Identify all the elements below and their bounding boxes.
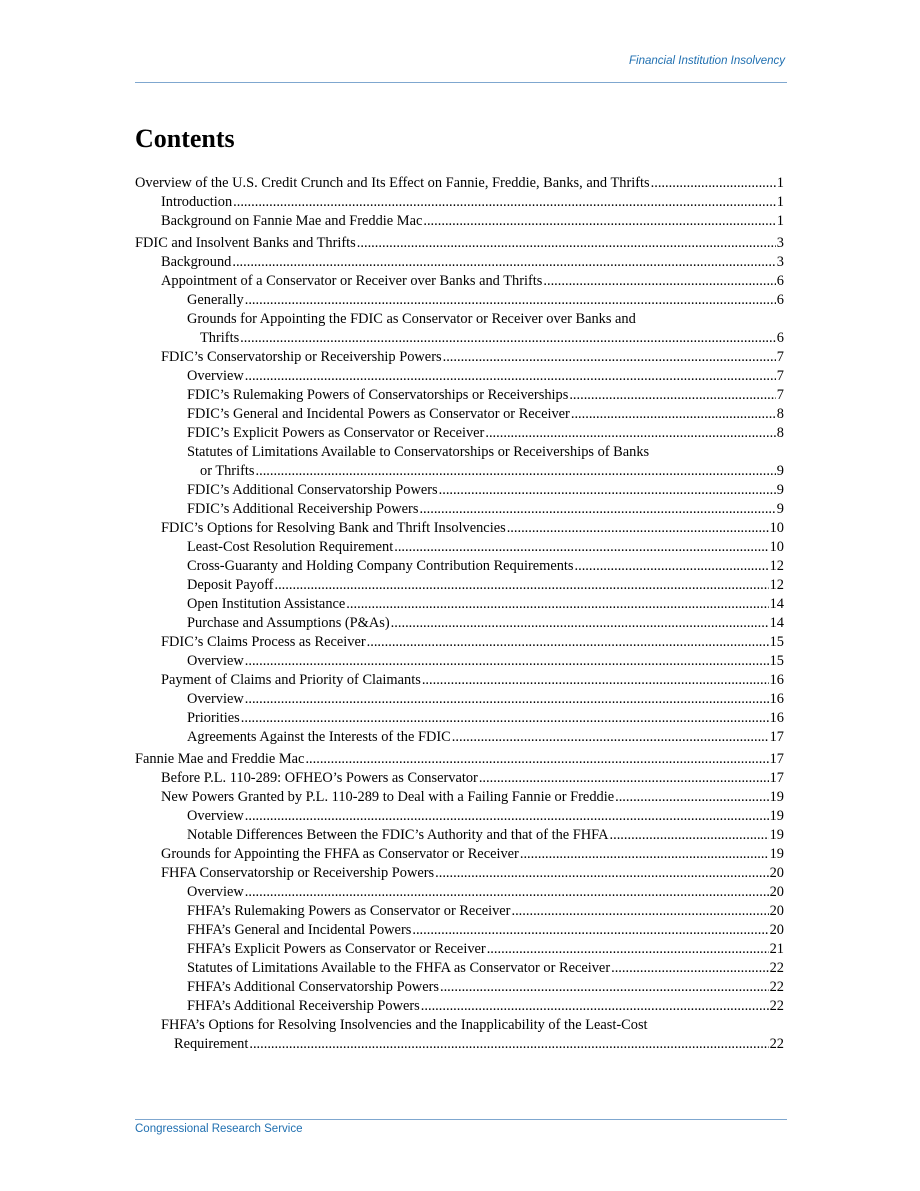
toc-entry-title: Overview: [187, 368, 244, 384]
toc-dot-leader: [412, 921, 768, 940]
toc-entry-title: FHFA Conservatorship or Receivership Powers: [161, 865, 435, 881]
toc-page-number: 9: [776, 501, 784, 517]
toc-dot-leader: [485, 424, 775, 443]
toc-entry[interactable]: [135, 272, 784, 291]
toc-page-number: 14: [769, 615, 784, 631]
toc-page-number: 12: [769, 558, 784, 574]
toc-entry[interactable]: [135, 883, 784, 902]
toc-page-number: 7: [776, 368, 784, 384]
toc-entry-title: FDIC’s General and Incidental Powers as Conservator or Receiver: [187, 406, 570, 422]
toc-entry[interactable]: [135, 902, 784, 921]
toc-page-number: 15: [769, 653, 784, 669]
toc-dot-leader: [346, 595, 768, 614]
toc-page-number: 22: [769, 998, 784, 1014]
toc-entry-title: Introduction: [161, 194, 233, 210]
toc-entry-title: Background on Fannie Mae and Freddie Mac: [161, 213, 423, 229]
toc-dot-leader: [394, 538, 768, 557]
toc-page-number: 19: [769, 808, 784, 824]
toc-entry-title: FHFA’s Additional Conservatorship Powers: [187, 979, 439, 995]
toc-dot-leader: [367, 633, 769, 652]
toc-dot-leader: [245, 883, 769, 902]
toc-entry[interactable]: [135, 329, 784, 348]
header-divider: [135, 82, 787, 83]
toc-entry[interactable]: [135, 614, 784, 633]
toc-entry-title: Open Institution Assistance: [187, 596, 346, 612]
toc-page-number: 17: [769, 729, 784, 745]
toc-page-number: 8: [776, 425, 784, 441]
toc-entry[interactable]: [135, 253, 784, 272]
toc-dot-leader: [651, 174, 776, 193]
toc-page-number: 7: [776, 349, 784, 365]
toc-entry-title: Cross-Guaranty and Holding Company Contribution Requirements: [187, 558, 574, 574]
toc-entry[interactable]: [135, 386, 784, 405]
toc-page-number: 19: [769, 827, 784, 843]
toc-dot-leader: [511, 902, 768, 921]
toc-entry-title: New Powers Granted by P.L. 110-289 to Deal with a Failing Fannie or Freddie: [161, 789, 615, 805]
toc-entry-title: Grounds for Appointing the FHFA as Conservator or Receiver: [161, 846, 519, 862]
toc-page-number: 3: [776, 235, 784, 251]
toc-entry[interactable]: [135, 174, 784, 193]
toc-page-number: 10: [769, 539, 784, 555]
table-of-contents: [135, 174, 784, 1054]
toc-page-number: 15: [769, 634, 784, 650]
toc-page-number: 19: [769, 846, 784, 862]
toc-entry[interactable]: [135, 500, 784, 519]
toc-dot-leader: [575, 557, 769, 576]
footer-text: Congressional Research Service: [135, 1123, 303, 1135]
toc-entry[interactable]: [135, 348, 784, 367]
toc-dot-leader: [256, 462, 776, 481]
toc-entry-title: Deposit Payoff: [187, 577, 274, 593]
toc-page-number: 22: [769, 979, 784, 995]
toc-entry[interactable]: [135, 633, 784, 652]
toc-entry-title: Appointment of a Conservator or Receiver over Banks and Thrifts: [161, 273, 543, 289]
toc-page-number: 16: [769, 691, 784, 707]
toc-entry[interactable]: [135, 519, 784, 538]
toc-entry[interactable]: [135, 997, 784, 1016]
toc-entry-title: Thrifts: [200, 330, 240, 346]
toc-entry[interactable]: [135, 291, 784, 310]
toc-entry[interactable]: [135, 940, 784, 959]
toc-dot-leader: [391, 614, 769, 633]
toc-entry[interactable]: [135, 921, 784, 940]
toc-entry[interactable]: [135, 788, 784, 807]
toc-page-number: 10: [769, 520, 784, 536]
toc-entry[interactable]: [135, 690, 784, 709]
toc-dot-leader: [452, 728, 769, 747]
toc-dot-leader: [520, 845, 769, 864]
toc-dot-leader: [611, 959, 769, 978]
toc-entry-title: FDIC’s Additional Receivership Powers: [187, 501, 419, 517]
page-title: Contents: [135, 124, 235, 153]
toc-dot-leader: [245, 807, 769, 826]
toc-entry-lead: FHFA’s Options for Resolving Insolvencies and the Inapplicability of the Least-Cost: [161, 1017, 648, 1033]
toc-entry-title: Overview: [187, 653, 244, 669]
toc-entry[interactable]: [135, 405, 784, 424]
toc-entry-title: FHFA’s Explicit Powers as Conservator or Receiver: [187, 941, 486, 957]
toc-dot-leader: [274, 576, 768, 595]
toc-dot-leader: [245, 367, 776, 386]
toc-entry-title: FHFA’s Rulemaking Powers as Conservator or Receiver: [187, 903, 511, 919]
toc-entry[interactable]: [135, 978, 784, 997]
toc-entry-title: Overview: [187, 808, 244, 824]
toc-entry[interactable]: [135, 193, 784, 212]
toc-entry[interactable]: [135, 557, 784, 576]
toc-entry[interactable]: [135, 212, 784, 231]
toc-dot-leader: [245, 690, 769, 709]
toc-dot-leader: [571, 405, 776, 424]
toc-entry-title: Overview of the U.S. Credit Crunch and Its Effect on Fannie, Freddie, Banks, and Thrifts: [135, 175, 650, 191]
toc-entry[interactable]: [135, 576, 784, 595]
toc-entry-title: FDIC’s Additional Conservatorship Powers: [187, 482, 438, 498]
toc-entry-title: Overview: [187, 691, 244, 707]
toc-entry-title: FDIC’s Options for Resolving Bank and Thrift Insolvencies: [161, 520, 506, 536]
toc-page-number: 22: [769, 1036, 784, 1052]
toc-entry-title: FDIC and Insolvent Banks and Thrifts: [135, 235, 356, 251]
toc-dot-leader: [479, 769, 769, 788]
toc-entry[interactable]: [135, 671, 784, 690]
toc-dot-leader: [249, 1035, 768, 1054]
toc-page-number: 16: [769, 672, 784, 688]
toc-page-number: 12: [769, 577, 784, 593]
toc-entry[interactable]: [135, 807, 784, 826]
toc-entry[interactable]: [135, 845, 784, 864]
toc-page-number: 8: [776, 406, 784, 422]
toc-entry-lead: Statutes of Limitations Available to Conservatorships or Receiverships of Banks: [187, 444, 650, 460]
toc-page-number: 6: [776, 330, 784, 346]
toc-dot-leader: [569, 386, 775, 405]
toc-entry-title: Overview: [187, 884, 244, 900]
toc-dot-leader: [439, 481, 776, 500]
toc-page-number: 21: [769, 941, 784, 957]
toc-entry[interactable]: [135, 864, 784, 883]
toc-entry-title: FHFA’s Additional Receivership Powers: [187, 998, 420, 1014]
toc-entry-title: Least-Cost Resolution Requirement: [187, 539, 394, 555]
toc-entry-title: Before P.L. 110-289: OFHEO’s Powers as Conservator: [161, 770, 478, 786]
toc-dot-leader: [422, 671, 769, 690]
toc-entry[interactable]: [135, 769, 784, 788]
toc-page-number: 9: [776, 482, 784, 498]
toc-dot-leader: [443, 348, 776, 367]
toc-dot-leader: [610, 826, 769, 845]
toc-page-number: 6: [776, 273, 784, 289]
toc-entry[interactable]: [135, 481, 784, 500]
toc-dot-leader: [245, 652, 769, 671]
toc-entry-title: Fannie Mae and Freddie Mac: [135, 751, 305, 767]
toc-page-number: 9: [776, 463, 784, 479]
toc-entry[interactable]: [135, 750, 784, 769]
toc-entry[interactable]: [135, 462, 784, 481]
toc-page-number: 1: [776, 213, 784, 229]
toc-entry-title: FHFA’s General and Incidental Powers: [187, 922, 412, 938]
toc-entry-title: Generally: [187, 292, 244, 308]
toc-page-number: 7: [776, 387, 784, 403]
toc-entry-title: Statutes of Limitations Available to the FHFA as Conservator or Receiver: [187, 960, 611, 976]
toc-page-number: 20: [769, 922, 784, 938]
toc-dot-leader: [419, 500, 775, 519]
toc-entry-title: Payment of Claims and Priority of Claimants: [161, 672, 421, 688]
toc-entry-title: Requirement: [174, 1036, 249, 1052]
toc-entry-title: Notable Differences Between the FDIC’s Authority and that of the FHFA: [187, 827, 609, 843]
toc-page-number: 17: [769, 770, 784, 786]
toc-dot-leader: [305, 750, 768, 769]
toc-dot-leader: [241, 709, 769, 728]
toc-dot-leader: [507, 519, 769, 538]
toc-page-number: 1: [776, 194, 784, 210]
toc-dot-leader: [233, 193, 776, 212]
toc-entry[interactable]: [135, 367, 784, 386]
toc-dot-leader: [245, 291, 776, 310]
toc-page-number: 1: [776, 175, 784, 191]
footer-divider: [135, 1119, 787, 1120]
toc-entry[interactable]: [135, 709, 784, 728]
toc-dot-leader: [487, 940, 769, 959]
toc-entry[interactable]: [135, 959, 784, 978]
toc-entry[interactable]: [135, 652, 784, 671]
toc-entry[interactable]: [135, 234, 784, 253]
toc-dot-leader: [615, 788, 769, 807]
toc-page-number: 16: [769, 710, 784, 726]
toc-page-number: 22: [769, 960, 784, 976]
toc-entry-lead: Grounds for Appointing the FDIC as Conservator or Receiver over Banks and: [187, 311, 636, 327]
toc-page-number: 20: [769, 903, 784, 919]
toc-dot-leader: [440, 978, 769, 997]
toc-page-number: 17: [769, 751, 784, 767]
toc-entry[interactable]: [135, 826, 784, 845]
toc-page-number: 3: [776, 254, 784, 270]
toc-dot-leader: [240, 329, 776, 348]
toc-entry[interactable]: [135, 1035, 784, 1054]
toc-entry-title: FDIC’s Claims Process as Receiver: [161, 634, 366, 650]
running-header: Financial Institution Insolvency: [629, 55, 785, 67]
toc-entry-title: or Thrifts: [200, 463, 255, 479]
toc-page-number: 19: [769, 789, 784, 805]
toc-page-number: 20: [769, 865, 784, 881]
toc-dot-leader: [232, 253, 775, 272]
toc-dot-leader: [357, 234, 776, 253]
toc-entry-title: Priorities: [187, 710, 240, 726]
toc-entry-title: FDIC’s Explicit Powers as Conservator or Receiver: [187, 425, 485, 441]
toc-entry[interactable]: [135, 424, 784, 443]
toc-dot-leader: [421, 997, 769, 1016]
toc-page-number: 6: [776, 292, 784, 308]
toc-page-number: 20: [769, 884, 784, 900]
toc-entry[interactable]: [135, 595, 784, 614]
toc-entry[interactable]: [135, 728, 784, 747]
toc-page-number: 14: [769, 596, 784, 612]
toc-entry-title: Background: [161, 254, 232, 270]
toc-dot-leader: [543, 272, 775, 291]
toc-dot-leader: [435, 864, 768, 883]
toc-entry-title: FDIC’s Rulemaking Powers of Conservatorships or Receiverships: [187, 387, 569, 403]
toc-entry-title: Agreements Against the Interests of the FDIC: [187, 729, 451, 745]
toc-entry[interactable]: [135, 538, 784, 557]
toc-dot-leader: [423, 212, 775, 231]
toc-entry-title: Purchase and Assumptions (P&As): [187, 615, 390, 631]
toc-entry-title: FDIC’s Conservatorship or Receivership Powers: [161, 349, 442, 365]
